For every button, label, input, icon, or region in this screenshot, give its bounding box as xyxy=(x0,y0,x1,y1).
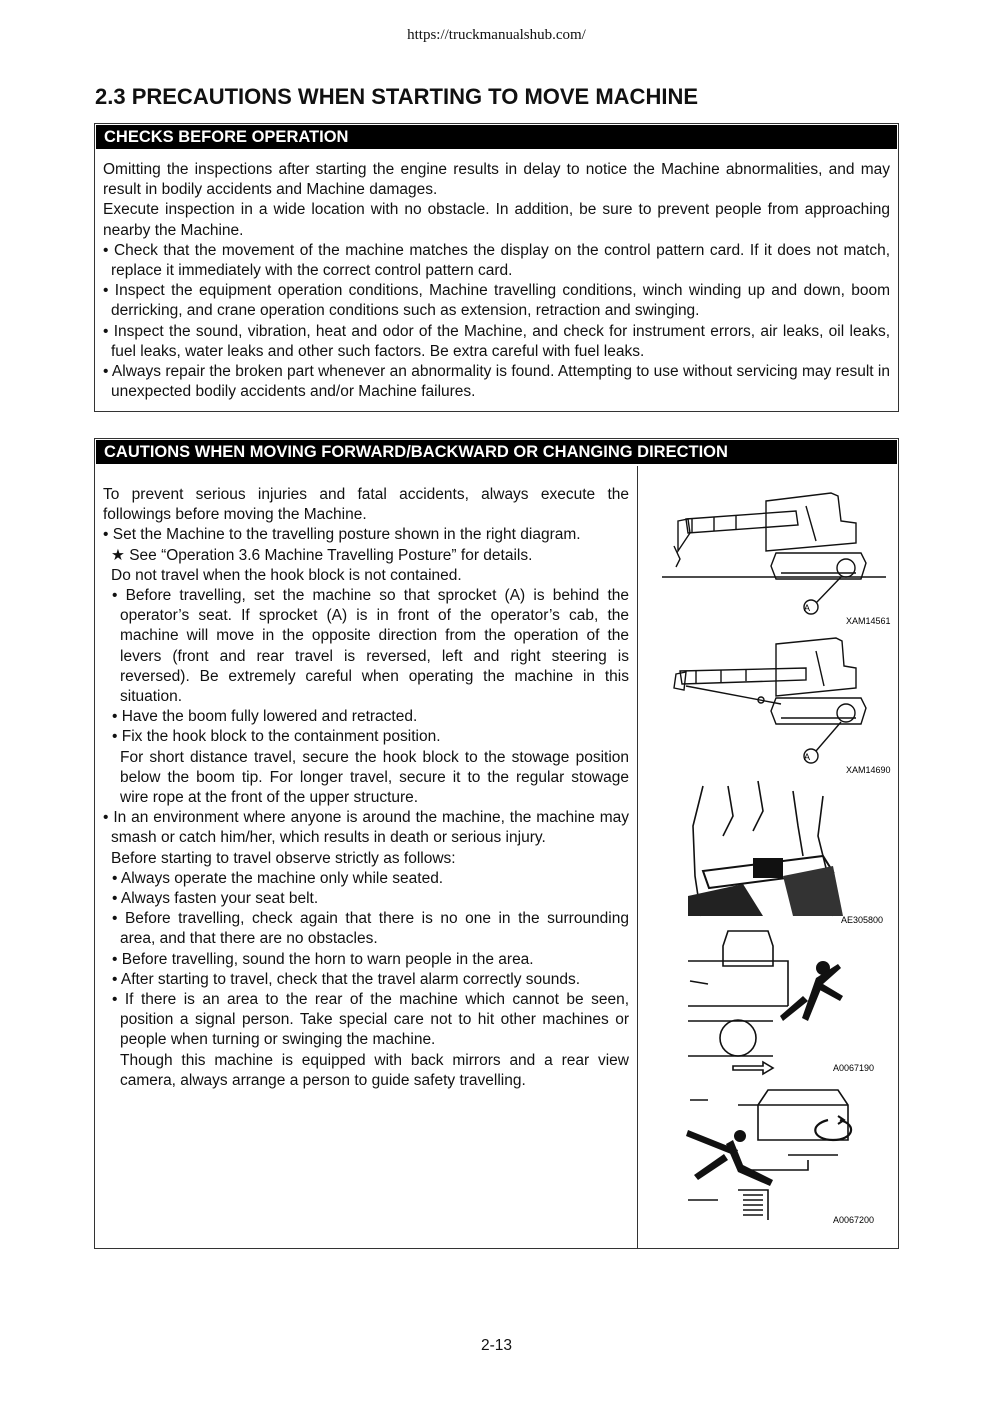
intro-paragraph: To prevent serious injuries and fatal accidents, always execute the followings before moving the Machine. xyxy=(103,486,629,524)
text-column xyxy=(95,466,638,1248)
section-body xyxy=(95,150,898,402)
checks-before-operation-box xyxy=(94,123,899,412)
sub-bullet-item: • Before travelling, set the machine so that sprocket (A) is behind the operator’s seat. If sprocket (A) is in front of the operator’s cab, the machine will move in the opposite direction from the operation of the levers (front and rear travel is reversed, left and right steering is reversed). Be extremely careful when operating the machine in this situation. xyxy=(112,587,629,706)
figure-code: A0067190 xyxy=(833,1063,875,1073)
figure-column xyxy=(638,466,898,1248)
bullet-item: • Inspect the equipment operation conditions, Machine travelling conditions, winch winding up and down, boom derricking, and crane operation conditions such as extension, retraction and swinging. xyxy=(103,282,890,320)
sub-bullet-item: • Always operate the machine only while seated. xyxy=(112,869,444,887)
paragraph: Omitting the inspections after starting the engine results in delay to notice the Machine abnormalities, and may result in bodily accidents and Machine damages. xyxy=(103,161,890,199)
bullet-item: • Inspect the sound, vibration, heat and odor of the Machine, and check for instrument errors, air leaks, oil leaks, fuel leaks, water leaks and other such factors. Be extra careful with fuel leaks. xyxy=(103,322,890,360)
note: Before starting to travel observe strictly as follows: xyxy=(111,849,456,867)
figure-code: XAM14690 xyxy=(846,765,891,774)
page-title: 2.3 PRECAUTIONS WHEN STARTING TO MOVE MACHINE xyxy=(95,84,699,109)
callout-a-label: A xyxy=(803,603,811,613)
sub-bullet-item: • Before travelling, check again that there is no one in the surrounding area, and that there are no obstacles. xyxy=(112,910,629,948)
seat-belt-figure xyxy=(683,776,893,924)
note: For short distance travel, secure the hook block to the stowage position below the boom tip. For longer travel, secure it to the regular stowage wire rope at the front of the upper structure. xyxy=(120,748,629,807)
sub-bullet-item: • Fix the hook block to the containment position. xyxy=(112,728,441,746)
page-number: 2-13 xyxy=(480,1337,513,1354)
reference-note: ★ See “Operation 3.6 Machine Travelling Posture” for details. xyxy=(111,546,533,564)
figure-code: XAM14561 xyxy=(846,616,891,626)
bullet-item: • Set the Machine to the travelling posture shown in the right diagram. xyxy=(103,526,581,544)
callout-a-label: A xyxy=(803,752,811,762)
section-heading: CHECKS BEFORE OPERATION xyxy=(96,125,897,149)
sub-bullet-item: • If there is an area to the rear of the machine which cannot be seen, position a signal person. Take special care not to hit other machines or people when turning or swinging the machine. xyxy=(112,991,629,1049)
bullet-item: • Check that the movement of the machine matches the display on the control pattern card. If it does not match, replace it immediately with the correct control pattern card. xyxy=(103,241,890,280)
note: Do not travel when the hook block is not contained. xyxy=(111,566,462,584)
bullet-item: • Always repair the broken part whenever an abnormality is found. Attempting to use without servicing may result in unexpected bodily accidents and/or Machine failures. xyxy=(103,363,890,401)
figure-code: AE305800 xyxy=(841,915,884,924)
header-url: https://truckmanualshub.com/ xyxy=(407,27,586,43)
swing-hazard-figure xyxy=(678,1080,893,1226)
figure-code: A0067200 xyxy=(833,1215,875,1225)
crane-travel-posture-figure-2 xyxy=(656,626,891,774)
section-heading: CAUTIONS WHEN MOVING FORWARD/BACKWARD OR CHANGING DIRECTION xyxy=(96,440,897,464)
crane-travel-posture-figure-1 xyxy=(656,481,891,626)
sub-bullet-item: • Have the boom fully lowered and retracted. xyxy=(112,708,418,726)
sub-bullet-item: • After starting to travel, check that the travel alarm correctly sounds. xyxy=(112,970,581,988)
cautions-moving-box xyxy=(94,438,899,1249)
note: Though this machine is equipped with back mirrors and a rear view camera, always arrange a person to guide safety travelling. xyxy=(120,1051,629,1089)
paragraph: Execute inspection in a wide location with no obstacle. In addition, be sure to prevent people from approaching nearby the Machine. xyxy=(103,201,890,239)
bullet-item: • In an environment where anyone is around the machine, the machine may smash or catch him/her, which results in death or serious injury. xyxy=(103,809,629,847)
sub-bullet-item: • Before travelling, sound the horn to warn people in the area. xyxy=(112,950,534,968)
sub-bullet-item: • Always fasten your seat belt. xyxy=(112,890,319,908)
person-hit-by-machine-figure xyxy=(678,926,893,1076)
